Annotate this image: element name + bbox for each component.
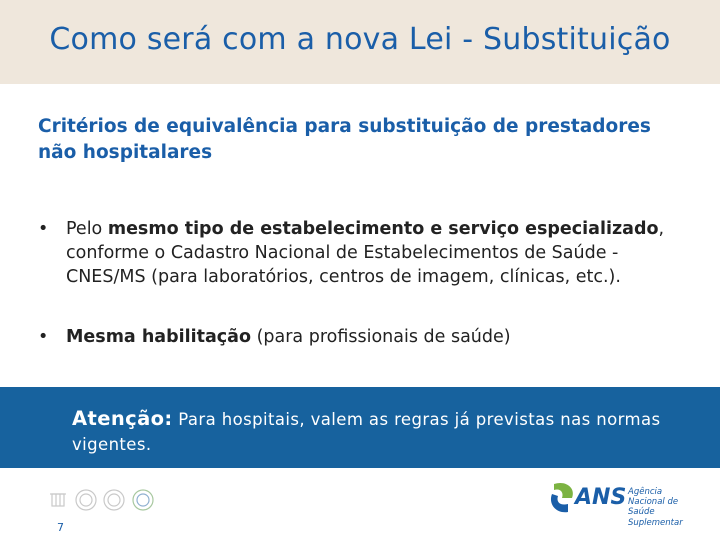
bullet-text-pre: Pelo [66,219,108,239]
seal-icon [104,490,124,510]
bullet-marker: • [38,327,49,347]
ans-logo-word: ANS [575,485,627,510]
bullet-text-post: , conforme o Cadastro Nacional de Estabelecimentos de Saúde - CNES/MS (para laboratórios, centros de imagem, clínicas, etc.). [66,219,665,287]
bullet-item [38,218,688,290]
bullet-text-post: (para profissionais de saúde) [251,327,511,347]
bullet-marker: • [38,219,49,239]
seal-icon [76,490,96,510]
page-number: 7 [57,521,64,534]
seal-icon [133,490,153,510]
building-emblem-icon [50,494,66,506]
bullet-item [38,326,688,350]
attention-text [72,405,682,457]
slide-title: Como será com a nova Lei - Substituição [49,22,671,57]
footer-emblems [44,486,164,516]
attention-body: Para hospitais, valem as regras já previstas nas normas vigentes. [72,410,661,455]
attention-lead: Atenção: [72,407,173,430]
ans-logo-subtitle: Agência Nacional de Saúde Suplementar [628,487,683,528]
header-bar [0,0,720,84]
attention-banner [0,387,720,468]
ans-logo-mark-icon [548,480,578,516]
bullet-text-bold: Mesma habilitação [66,327,252,347]
bullet-text-bold: mesmo tipo de estabelecimento e serviço especializado [107,219,659,239]
bullet-text [66,218,688,290]
ans-logo [548,480,688,528]
bullet-text [66,326,688,350]
section-subtitle: Critérios de equivalência para substituição de prestadores não hospitalares [38,116,651,163]
